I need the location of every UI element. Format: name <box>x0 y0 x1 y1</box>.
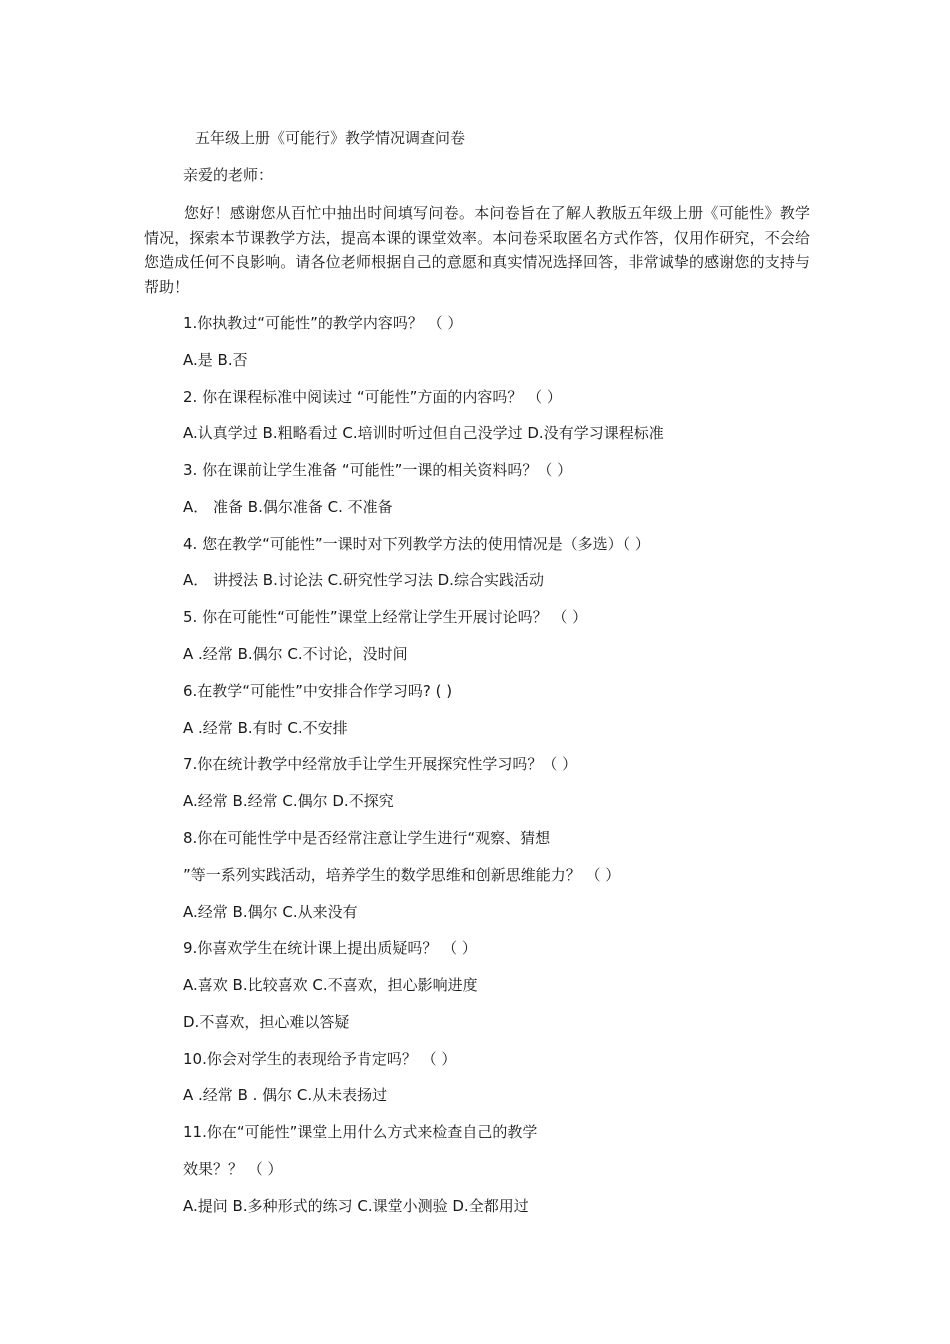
salutation: 亲爱的老师： <box>183 166 274 184</box>
question-4: 4. 您在教学“可能性”一课时对下列教学方法的使用情况是（多选）（ ） <box>183 535 650 553</box>
question-3: 3. 你在课前让学生准备 “可能性”一课的相关资料吗？（ ） <box>183 461 573 479</box>
options-8: A.经常 B.偶尔 C.从来没有 <box>183 903 358 921</box>
options-9-line-2: D.不喜欢，担心难以答疑 <box>183 1013 350 1031</box>
question-9: 9.你喜欢学生在统计课上提出质疑吗？ （ ） <box>183 939 477 957</box>
question-8-line-1: 8.你在可能性学中是否经常注意让学生进行“观察、猜想 <box>183 829 551 847</box>
question-11-line-1: 11.你在“可能性”课堂上用什么方式来检查自己的教学 <box>183 1123 538 1141</box>
question-1: 1.你执教过“可能性”的教学内容吗？ （ ） <box>183 314 463 332</box>
question-6: 6.在教学“可能性”中安排合作学习吗? ( ) <box>183 682 453 700</box>
question-8-line-2: ”等一系列实践活动，培养学生的数学思维和创新思维能力？ （ ） <box>183 866 621 884</box>
options-11: A.提问 B.多种形式的练习 C.课堂小测验 D.全都用过 <box>183 1197 529 1215</box>
question-2: 2. 你在课程标准中阅读过 “可能性”方面的内容吗？ （ ） <box>183 388 562 406</box>
intro-paragraph: 您好！感谢您从百忙中抽出时间填写问卷。本问卷旨在了解人教版五年级上册《可能性》教学情况，探索本节课教学方法，提高本课的课堂效率。本问卷采取匿名方式作答，仅用作研究，不会给您造成任何不良影响。请各位老师根据自己的意愿和真实情况选择回答，非常诚挚的感谢您的支持与帮助！ <box>144 204 810 296</box>
options-6: A .经常 B.有时 C.不安排 <box>183 719 348 737</box>
options-4: A． 讲授法 B.讨论法 C.研究性学习法 D.综合实践活动 <box>183 571 544 589</box>
options-9-line-1: A.喜欢 B.比较喜欢 C.不喜欢，担心影响进度 <box>183 976 478 994</box>
question-10: 10.你会对学生的表现给予肯定吗？ （ ） <box>183 1050 457 1068</box>
document-title: 五年级上册《可能行》教学情况调查问卷 <box>195 129 466 147</box>
question-7: 7.你在统计教学中经常放手让学生开展探究性学习吗？（ ） <box>183 755 578 773</box>
options-2: A.认真学过 B.粗略看过 C.培训时听过但自己没学过 D.没有学习课程标准 <box>183 424 664 442</box>
question-11-line-2: 效果？？ （ ） <box>183 1160 283 1178</box>
question-5: 5. 你在可能性“可能性”课堂上经常让学生开展讨论吗？ （ ） <box>183 608 588 626</box>
options-10: A .经常 B . 偶尔 C.从未表扬过 <box>183 1086 388 1104</box>
options-7: A.经常 B.经常 C.偶尔 D.不探究 <box>183 792 394 810</box>
options-5: A .经常 B.偶尔 C.不讨论，没时间 <box>183 645 408 663</box>
options-3: A． 准备 B.偶尔准备 C. 不准备 <box>183 498 393 516</box>
options-1: A.是 B.否 <box>183 351 248 369</box>
